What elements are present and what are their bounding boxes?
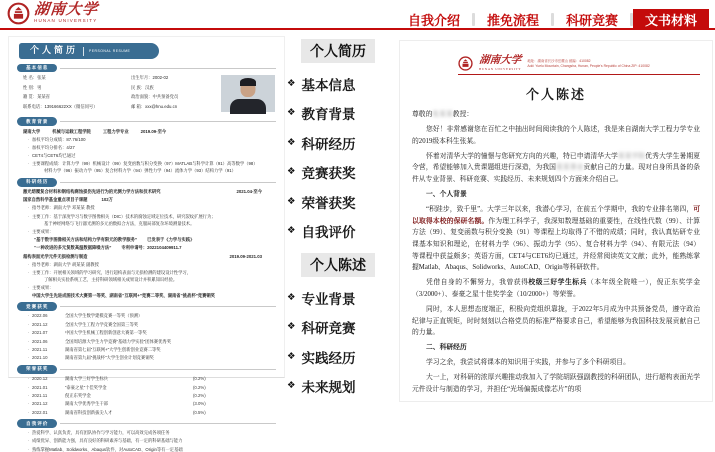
diamond-bullet-icon: ❖ (287, 136, 296, 148)
diamond-bullet-icon: ❖ (287, 225, 296, 237)
paragraph-text: “积跬步，致千里”。大学三年以来，我潜心学习，在前五个学期中，我的专业排名第四， (426, 206, 694, 214)
statement-section-heading: 二、科研经历 (426, 344, 467, 352)
salutation-text: 尊敬的 (412, 111, 433, 118)
banner-divider (83, 47, 84, 56)
university-name-en: HUNAN UNIVERSITY (479, 66, 522, 71)
edu-major: 工程力学专业 (102, 128, 129, 134)
research-advisor: · 指导老师：湖南大学 邓某某 教授 (28, 205, 276, 211)
outline-item-major-background (287, 289, 399, 307)
edu-bullet: · CET4与CET6均已通过 (28, 153, 276, 159)
honor-percent: (0.5%) (193, 409, 206, 415)
paragraph-text: 贡献自己的力量。现对自身所具备的条件从专业背景、科研竞赛、实践经历、未来规划四个方面来介绍自己。 (412, 164, 701, 183)
competition-text: 全国周培源大学生力学竞赛“基础力学实验”团体赛优秀奖 (65, 338, 171, 344)
selfeval-bullet: · 熟练掌握Matlab、Solidworks、Abaqus软件，对AutoCAD、Origin等有一定基础 (28, 447, 276, 452)
highlighted-text: 可以取得本校的保研名额。 (412, 206, 700, 225)
diamond-bullet-icon: ❖ (287, 166, 296, 178)
basic-field: 籍 贯：某某省 (23, 94, 50, 100)
honor-percent: (0.2%) (193, 384, 206, 390)
resume-banner-title: 个人简历 (30, 45, 79, 56)
outline-item-label: 未来规划 (301, 380, 356, 395)
outline-item-self-evaluation (287, 222, 399, 240)
basic-field: 政治面貌：中共预备党员 (131, 94, 179, 100)
letterhead-address-en: Add: Yuelu Mountain, Changsha, Hunan, People's Republic of China ZIP: 410082 (527, 64, 650, 69)
honor-percent: (3.0%) (193, 401, 206, 407)
basic-field: 邮 箱：xxx@hnu.edu.cn (131, 103, 178, 109)
basic-field: 民 族：汉族 (131, 84, 154, 90)
outline-item-label: 教育背景 (301, 107, 356, 122)
research-work: · 主要工作：开展相关领域的学习研究，进行超构表面与无损检测的建设设计性学习， (28, 270, 276, 276)
top-bar (0, 0, 715, 30)
honor-text: “泰豪之星”十佳奖学金 (65, 384, 107, 390)
edu-bullet: · 加权平均分排名：4/27 (28, 145, 276, 151)
honor-row (28, 385, 276, 391)
id-photo (221, 75, 275, 112)
honor-date: · 2021.12 (32, 401, 48, 407)
diamond-bullet-icon: ❖ (287, 107, 296, 119)
outline-item-practice (287, 348, 399, 366)
personal-statement-document (399, 40, 713, 402)
section-rule (60, 121, 276, 122)
honor-percent: (0.2%) (193, 376, 206, 382)
highlighted-text: 校级三好学生标兵 (528, 279, 587, 287)
section-honors (17, 365, 276, 373)
project-fund-amount: 102万 (101, 197, 113, 203)
section-pill: 竞赛获奖 (17, 302, 57, 311)
redacted-text: 某某学院 (617, 152, 646, 160)
diamond-bullet-icon: ❖ (287, 77, 296, 89)
outline-item-label: 竞赛获奖 (301, 166, 356, 181)
redacted-name: 张某某 (432, 111, 453, 118)
research-project-title (23, 254, 276, 260)
honor-row (28, 376, 276, 382)
diamond-bullet-icon: ❖ (287, 195, 296, 207)
statement-paragraph (412, 151, 700, 186)
competition-row (28, 313, 276, 319)
competition-date: · 2021.12 (32, 321, 48, 327)
diamond-bullet-icon: ❖ (287, 321, 296, 333)
project-title-text: 超构表面光学元件无损检测与制造 (23, 253, 88, 259)
patent-number: 专利申请号：2022104409911.7 (121, 245, 182, 251)
project-title-text: 激光熔覆复合材料和钢结构腐蚀损伤先进行为的光测力学方法和技术研究 (23, 189, 161, 195)
diamond-bullet-icon: ❖ (287, 350, 296, 362)
statement-paragraph: 大一上，对科研的浓厚兴趣推动我加入了学院胡跃强副教授的科研团队，进行超构表面光学元件设计与制造的学习，并担任“光场偏振成像芯片”的项 (412, 374, 700, 393)
outline-item-label: 基本信息 (301, 77, 356, 93)
statement-paragraph (412, 277, 700, 300)
outline-statement-list (287, 289, 399, 396)
paragraph-text: （本年级全院唯一），倪正东奖学金（3/2000+）、泰豪之星十佳奖学金（10/2000+）等荣誉。 (412, 279, 701, 298)
honor-text: 湖南省科技创新拔尖人才 (65, 409, 113, 415)
section-rule (60, 182, 276, 183)
section-rule (60, 423, 276, 424)
outline-item-basic-info (287, 75, 399, 93)
honor-date: · 2022.01 (32, 409, 48, 415)
section-pill: 科研经历 (17, 178, 57, 187)
outline-resume-list (287, 75, 399, 241)
statement-paragraph: 您好！非常感谢您在百忙之中抽出时间阅读我的个人陈述，我是来自湖南大学工程力学专业的2019级本科生张某。 (412, 126, 700, 145)
section-pill: 基本信息 (17, 64, 57, 73)
paragraph-text: 作为理工科学子，我深知数理基础的重要性，在线性代数（99）、计算方法（99）、复变函数与积分变换（91）等课程上均取得了不错的成绩；同时，我认真钻研专业课基本知识和理论，在材料力学（96）、振动力学（95）、复合材料力学（94）、有限元法（94）等课程中获益颇多；英语方面，CET4与CET6均已通过，并经常阅读英文文献；此外，能熟练掌握Matlab、Abaqus、Solidworks、AutoCAD、Origin等科研软件。 (412, 217, 700, 272)
research-work: · 主要工作：基于深度学习与数字图像相关（DIC）技术的腐蚀定域定位技术，研究裂纹扩展行为； (28, 214, 276, 220)
research-work-cont: 基于神经网络与飞行器光测的多元函数拟合方法，克服局部复杂环境测量技术。 (44, 220, 195, 226)
competition-date: · 2021.07 (32, 330, 48, 336)
competition-row (28, 339, 276, 345)
paragraph-text: 怀着对清华大学的憧憬与您研究方向的兴趣，特已申请清华大学 (426, 152, 618, 160)
outline-item-label: 科研竞赛 (301, 321, 356, 336)
section-pill: 教育背景 (17, 117, 57, 126)
basic-field: 性 别：男 (23, 84, 42, 90)
paragraph-text: 优秀大学生暑期夏令营，希望能够加入贵课题组进行深造，为我国 (412, 152, 701, 172)
edu-bullet: · 加权平均分成绩：87.76/100 (28, 137, 276, 143)
outline-item-competitions (287, 163, 399, 181)
honor-date: · 2020.12 (32, 376, 48, 382)
basic-field: 出生年月：2002-02 (131, 75, 169, 80)
research-project-title (23, 189, 276, 195)
statement-paragraph: 同时，本人思想态度端正，积极向党组织靠拢，于2022年5月成为中共预备党员，遵守政治纪律与正直规矩，时时刻刻以合格党员的标准严格要求自己，希望能够为我国科技发展贡献自己的力量。 (412, 305, 700, 337)
basic-info-block (17, 75, 276, 113)
tab-research-competition[interactable]: 科研竞赛 (565, 13, 618, 28)
edu-school: 湖南大学 (23, 128, 41, 134)
university-logo (7, 2, 98, 25)
outline-item-research-competition (287, 318, 399, 336)
photo-silhouette (230, 99, 266, 114)
honor-percent: (0.2%) (193, 392, 206, 398)
section-rule (60, 68, 276, 69)
honor-text: 倪正东奖学金 (65, 392, 91, 398)
photo-silhouette (240, 78, 256, 86)
outline-menu (287, 39, 399, 395)
publication-venue: 已发表于《力学与实践》 (147, 237, 195, 243)
research-awards-line: 中国大学生先进成图技术大赛第一等奖、湖南省“互联网+”竞赛二等奖、湖南省“挑战杯”竞赛铜奖 (32, 292, 215, 298)
competition-text: 湖南省第九届“挑战杯”大学生创业计划竞赛铜奖 (65, 355, 154, 361)
research-work-cont: 了解相关实验系统工艺，主持科研领域相关成果设计并积累知识经验。 (44, 277, 178, 283)
competition-text: 全国大学生数学建模竞赛一等奖（预测） (65, 313, 143, 319)
competition-text: 湖南省第七届“互联网+”大学生创新创业竞赛二等奖 (65, 346, 161, 352)
research-patent (34, 245, 276, 251)
outline-item-label: 自我评价 (301, 225, 356, 240)
patent-title: “一种改进的多元复数高温数据降噪方法” (34, 245, 112, 251)
diamond-bullet-icon: ❖ (287, 380, 296, 392)
statement-body (412, 109, 700, 396)
resume-banner (19, 43, 159, 59)
competition-text: 中国大学生机械工程创新创意大赛第一等奖 (65, 330, 147, 336)
resume-banner-subtitle: PERSONAL RESUME (89, 48, 131, 53)
competition-text: 全国大学生工程力学竞赛全国第三等奖 (65, 321, 139, 327)
resume-document (8, 36, 285, 452)
tab-self-introduction[interactable]: 自我介绍 (407, 13, 460, 28)
competition-date: · 2021.10 (32, 355, 48, 361)
section-pill: 自我评价 (17, 419, 57, 428)
honor-row (28, 410, 276, 416)
research-project-subtitle (23, 197, 276, 203)
honor-date: · 2021.11 (32, 392, 48, 398)
section-education (17, 118, 276, 126)
statement-paragraph: 学习之余，我尝试将课本的知识用于实践，并参与了多个科研项目。 (426, 359, 630, 367)
outline-item-label: 科研经历 (301, 136, 356, 152)
outline-item-education (287, 104, 399, 122)
research-results-label: · 主要成果： (28, 229, 276, 235)
competition-row (28, 347, 276, 353)
tab-recommendation-process[interactable]: 推免流程 (486, 13, 539, 28)
statement-paragraph (412, 204, 700, 274)
outline-item-honors (287, 193, 399, 211)
edu-college: 机械与运载工程学院 (52, 128, 91, 134)
section-basic-info (17, 64, 276, 72)
research-advisor: · 指导老师：湖南大学 胡某某 副教授 (28, 262, 276, 268)
outline-header-statement: 个人陈述 (301, 253, 375, 277)
edu-date: 2019.09-至今 (140, 128, 167, 134)
outline-item-label: 荣誉获奖 (301, 195, 356, 211)
statement-salutation (412, 109, 700, 121)
redacted-text: 某某事业 (556, 164, 584, 172)
section-self-evaluation (17, 420, 276, 428)
statement-letterhead (458, 56, 700, 75)
university-seal-icon (458, 56, 473, 71)
project-date: 2021.04-至今 (236, 189, 262, 195)
competition-date: · 2022.06 (32, 313, 48, 319)
outline-item-label: 专业背景 (301, 291, 356, 307)
edu-bullet-cont: 材料力学（96）振动力学（95）复合材料力学（94）弹性力学（94）流体力学（93）结构力学（91） (44, 168, 236, 174)
outline-item-future-plan (287, 377, 399, 395)
paragraph-text: 凭借自身的不懈努力，我曾获得 (426, 279, 529, 287)
selfeval-bullet: · 热爱科学、认真负责，具有团队协作与学习能力，可以高效完成各项任务 (28, 430, 276, 436)
salutation-text: 教授： (452, 111, 474, 118)
competition-date: · 2021.06 (32, 338, 48, 344)
honor-text: 湖南大学三好学生标兵 (65, 376, 108, 382)
letterhead-address-zh: 地址：湖南省长沙市岳麓山 邮编：410082 (527, 58, 591, 63)
university-name-zh: 湖南大学 (478, 55, 522, 67)
honor-row (28, 401, 276, 407)
competition-row (28, 330, 276, 336)
nav-tabs (396, 9, 709, 30)
honor-text: 湖南大学优秀学生干部 (65, 401, 108, 407)
university-seal-icon (7, 2, 30, 25)
section-pill: 荣誉获奖 (17, 365, 57, 374)
section-rule (60, 369, 276, 370)
project-date: 2019.09-2021.03 (229, 253, 262, 259)
honor-date: · 2021.01 (32, 384, 48, 390)
project-fund-source: 国家自然科学基金重点项目子课题 (23, 197, 88, 203)
research-results-label: · 主要成果： (28, 285, 276, 291)
outline-header-resume: 个人简历 (301, 39, 375, 63)
letterhead-rule (458, 74, 700, 76)
statement-section-heading: 一、个人背景 (426, 191, 467, 199)
education-headline (23, 129, 276, 135)
diamond-bullet-icon: ❖ (287, 291, 296, 303)
outline-item-research (287, 134, 399, 152)
research-publication (34, 237, 276, 243)
honor-row (28, 393, 276, 399)
selfeval-bullet: · 成绩优异、创新能力强，具有良好的科研素养与基础，有一定的科研基础与能力 (28, 438, 276, 444)
section-rule (60, 306, 276, 307)
publication-title: “基于数字图像相关方法和结构力学有限元的教学服务” (34, 237, 138, 243)
basic-field: 姓 名：张某 (23, 75, 46, 80)
university-name-zh: 湖南大学 (33, 2, 99, 19)
section-research (17, 178, 276, 186)
section-competitions (17, 303, 276, 311)
competition-row (28, 355, 276, 361)
edu-bullet: · 主要课程成绩：计算力学（99）机械设计（99）复变函数与积分变换（97）MATLAB与科学计算（91）高等数学（98） (28, 161, 276, 167)
basic-field: 联系电话：139166622XX（微信同号） (23, 103, 98, 109)
competition-date: · 2021.11 (32, 346, 48, 352)
university-name-en: HUNAN UNIVERSITY (34, 18, 98, 24)
outline-item-label: 实践经历 (301, 350, 356, 366)
competition-row (28, 322, 276, 328)
tab-documents-active[interactable]: 文书材料 (633, 9, 709, 30)
statement-title: 个人陈述 (525, 87, 586, 102)
